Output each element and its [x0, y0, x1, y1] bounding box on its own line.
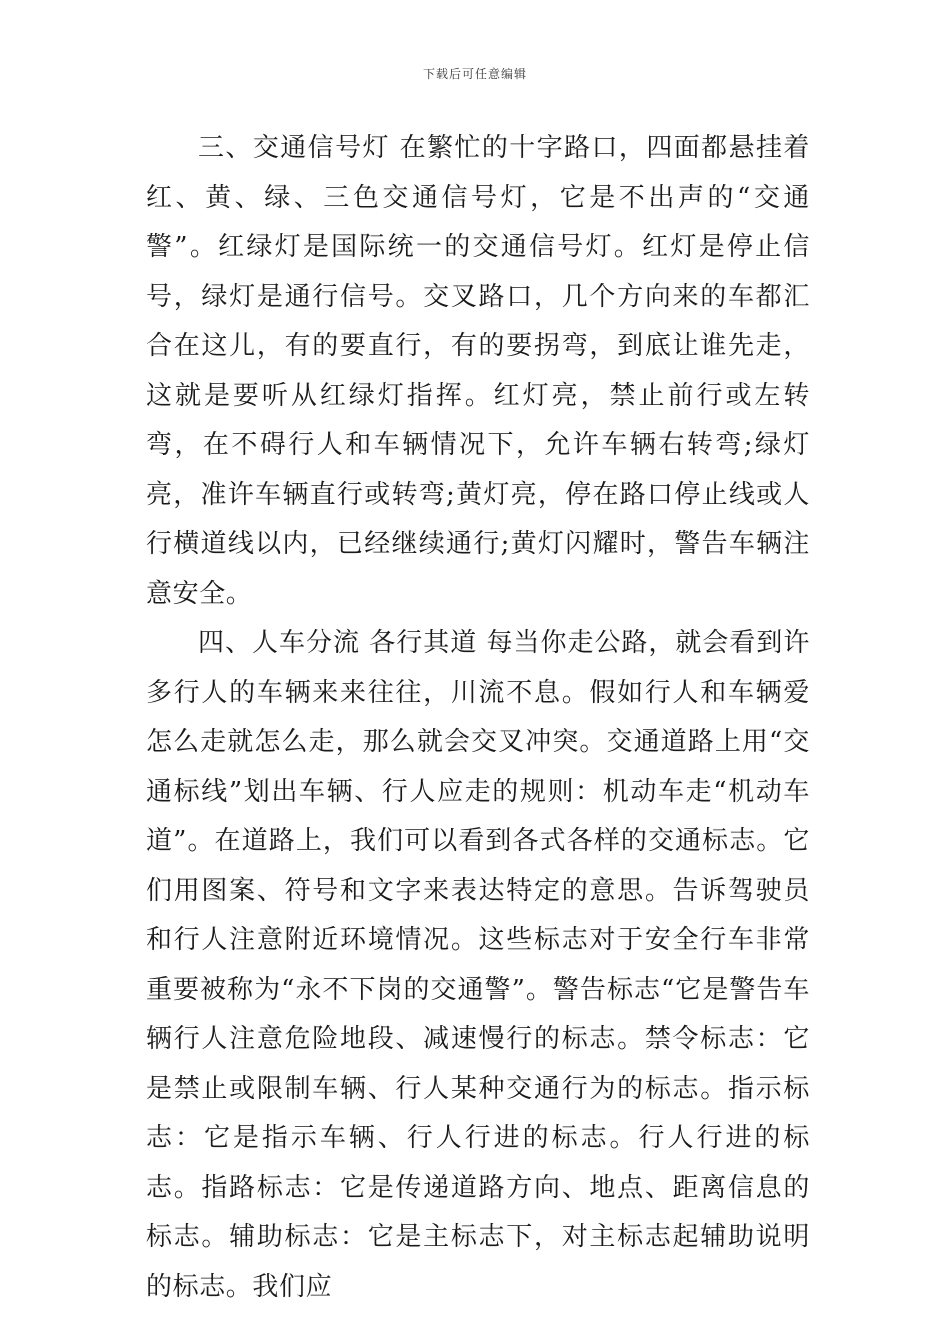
paragraph-traffic-separation: 四、人车分流 各行其道 每当你走公路，就会看到许多行人的车辆来来往往，川流不息。假如行人和车辆爱怎么走就怎么走，那么就会交叉冲突。交通道路上用“交通标线”划出车辆、行人应走的规则：机动车走“机动车道”。在道路上，我们可以看到各式各样的交通标志。它们用图案、符号和文字来表达特定的意思。告诉驾驶员和行人注意附近环境情况。这些标志对于安全行车非常重要被称为“永不下岗的交通警”。警告标志“它是警告车辆行人注意危险地段、减速慢行的标志。禁令标志：它是禁止或限制车辆、行人某种交通行为的标志。指示标志：它是指示车辆、行人行进的标志。行人行进的标志。指路标志：它是传递道路方向、地点、距离信息的标志。辅助标志：它是主标志下，对主标志起辅助说明的标志。我们应 — [146, 628, 810, 1302]
document-body — [146, 124, 810, 1312]
page-header-note: 下载后可任意编辑 — [422, 67, 527, 81]
paragraph-traffic-lights: 三、交通信号灯 在繁忙的十字路口，四面都悬挂着红、黄、绿、三色交通信号灯，它是不出声的“交通警”。红绿灯是国际统一的交通信号灯。红灯是停止信号，绿灯是通行信号。交叉路口，几个方向来的车都汇合在这儿，有的要直行，有的要拐弯，到底让谁先走，这就是要听从红绿灯指挥。红灯亮，禁止前行或左转弯，在不碍行人和车辆情况下，允许车辆右转弯;绿灯亮，准许车辆直行或转弯;黄灯亮，停在路口停止线或人行横道线以内，已经继续通行;黄灯闪耀时，警告车辆注意安全。 — [146, 133, 810, 609]
